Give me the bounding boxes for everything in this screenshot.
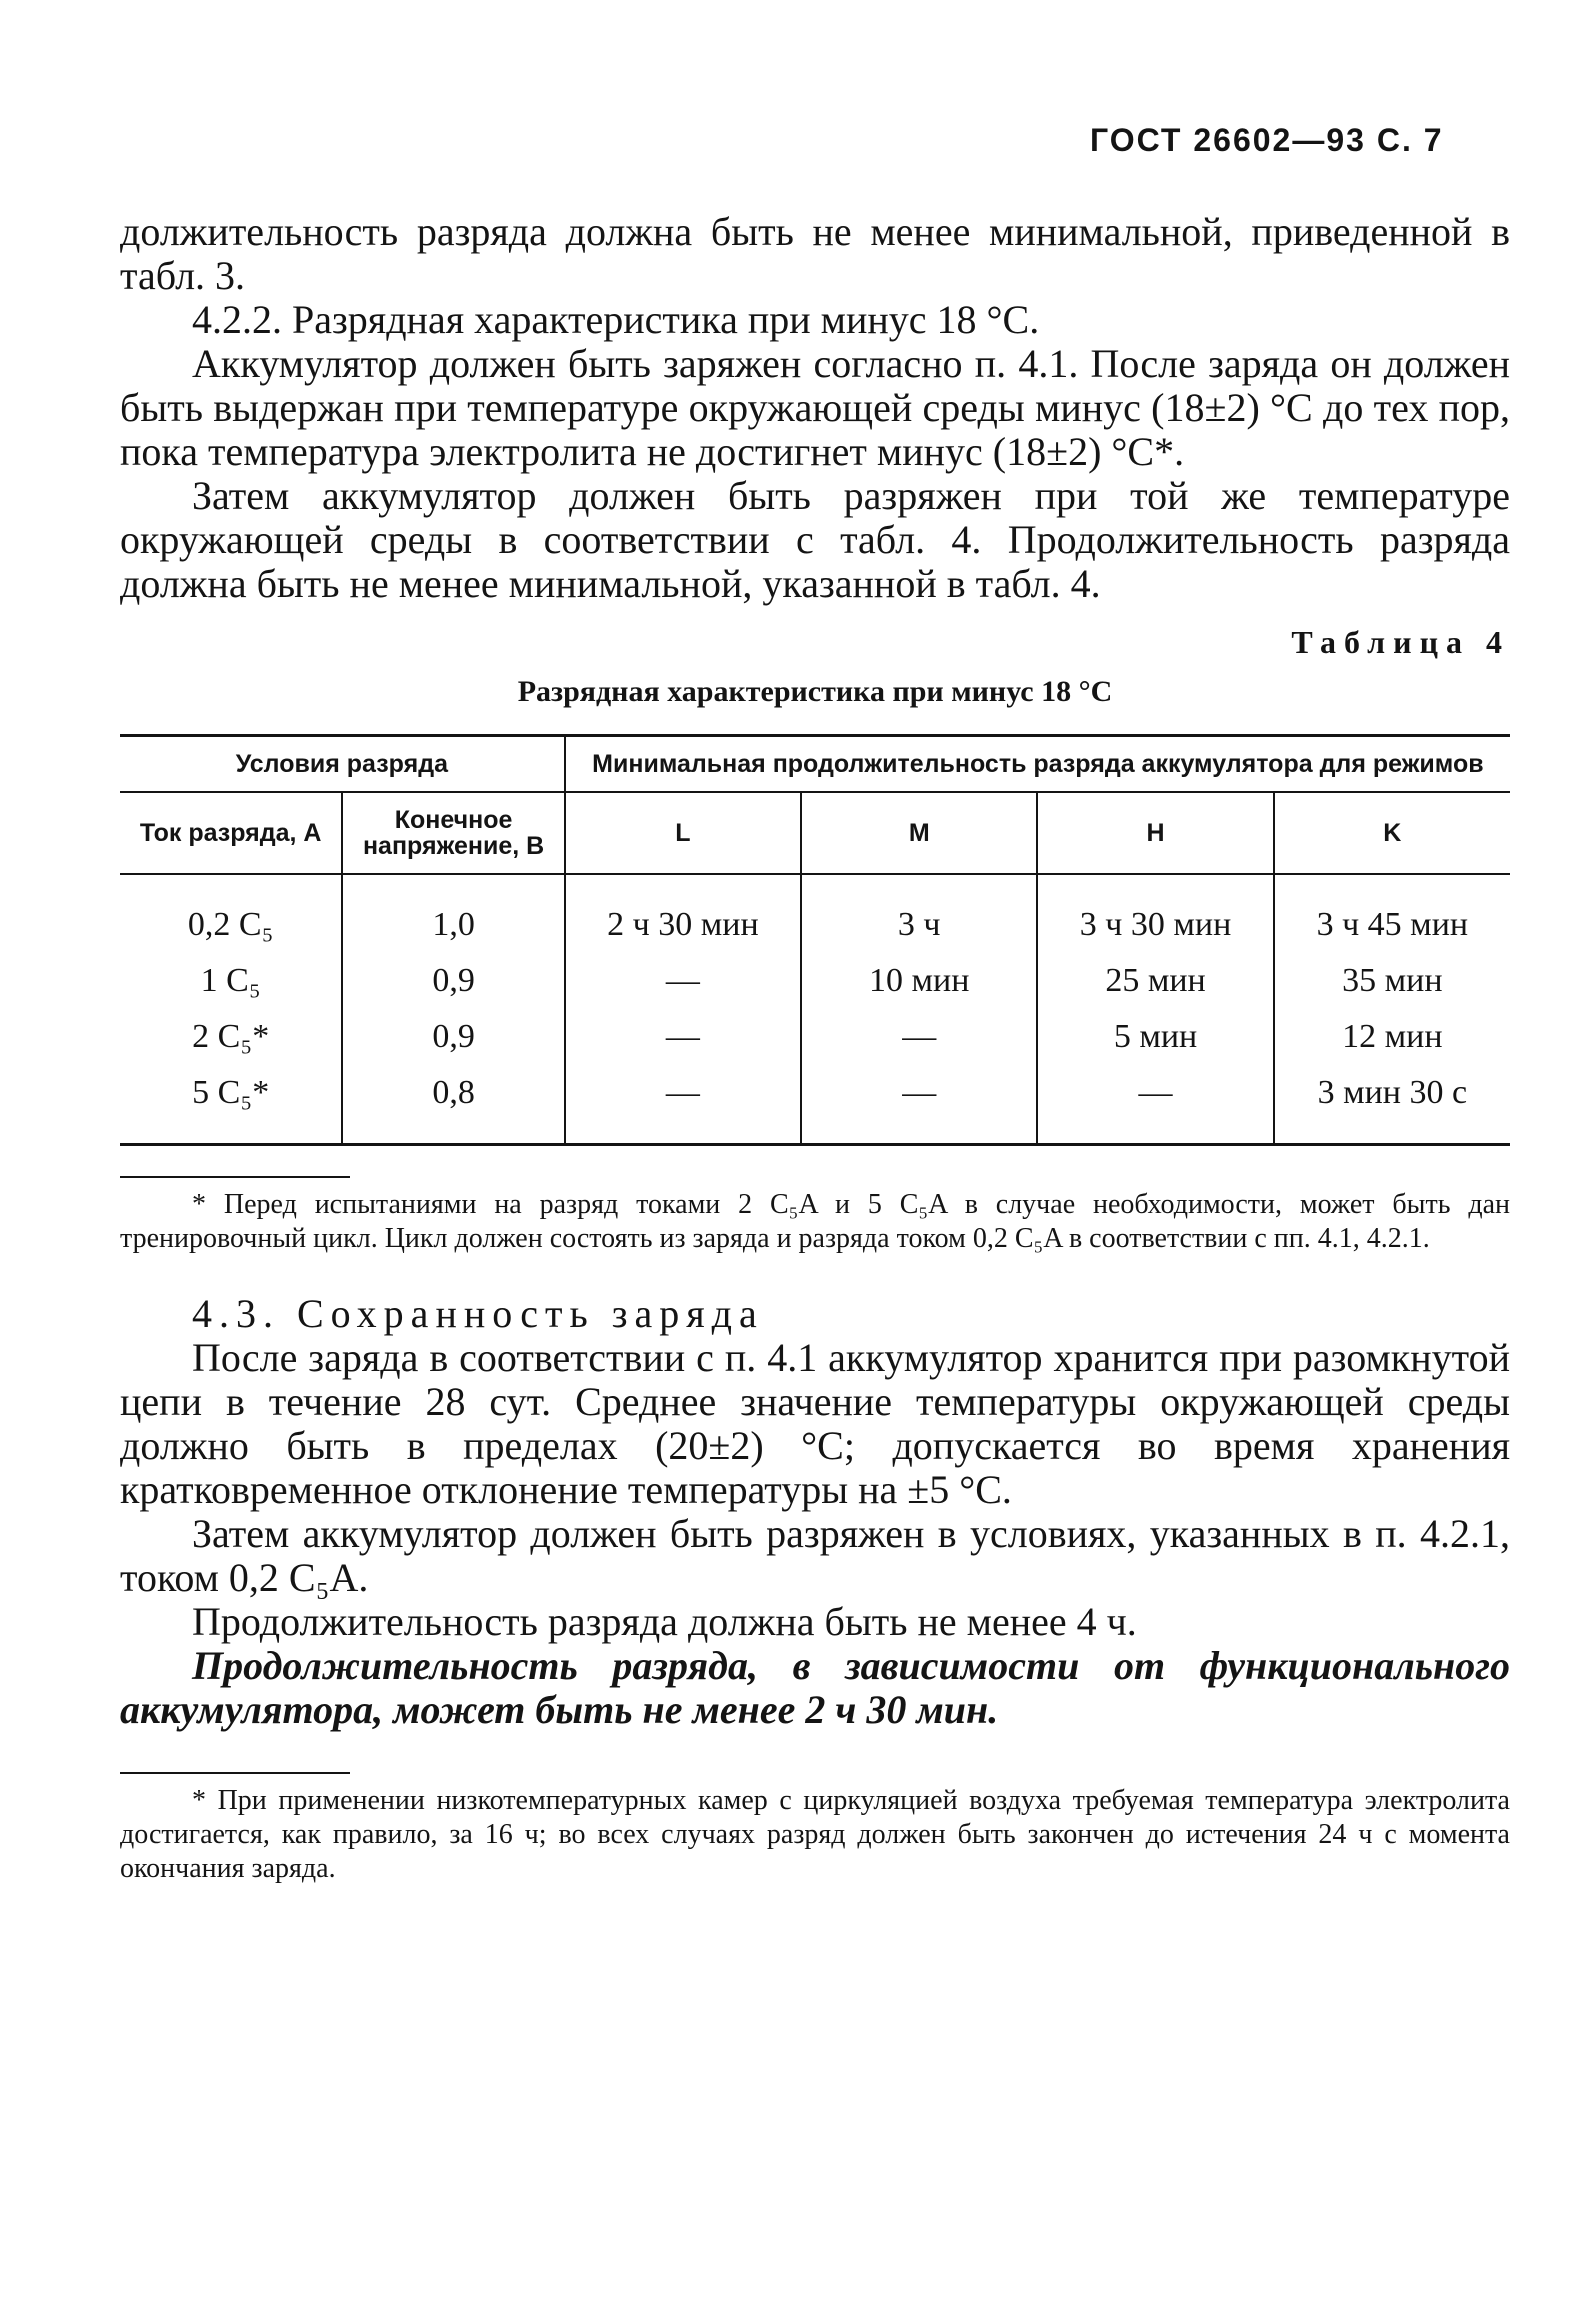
header-voltage: Конечное напряжение, В <box>342 792 564 874</box>
cell-mode-m: — <box>801 1009 1037 1065</box>
cell-mode-l: — <box>565 1009 801 1065</box>
cell-mode-k: 3 ч 45 мин <box>1274 874 1510 953</box>
cell-voltage: 0,9 <box>342 1009 564 1065</box>
cell-mode-m: 3 ч <box>801 874 1037 953</box>
discharge-table <box>120 734 1510 1146</box>
cell-mode-k: 35 мин <box>1274 953 1510 1009</box>
cell-current: 2 C₅* <box>192 1018 270 1055</box>
header-mode-l: L <box>565 792 801 874</box>
cell-mode-l: 2 ч 30 мин <box>565 874 801 953</box>
cell-mode-k: 3 мин 30 с <box>1274 1065 1510 1145</box>
section-4-3-paragraph-2: Затем аккумулятор должен быть разряжен в условиях, указанных в п. 4.2.1, током 0,2 C₅A. <box>120 1511 1510 1600</box>
cell-mode-h: 25 мин <box>1037 953 1273 1009</box>
cell-voltage: 0,8 <box>342 1065 564 1145</box>
table-row <box>120 953 1510 1009</box>
cell-mode-h: — <box>1037 1065 1273 1145</box>
table-row <box>120 1009 1510 1065</box>
cell-mode-m: — <box>801 1065 1037 1145</box>
page-body <box>120 210 1510 1886</box>
intro-paragraph: должительность разряда должна быть не менее минимальной, приведенной в табл. 3. <box>120 209 1510 298</box>
cell-mode-m: 10 мин <box>801 953 1037 1009</box>
cell-mode-l: — <box>565 1065 801 1145</box>
cell-voltage: 0,9 <box>342 953 564 1009</box>
table-label: Таблица 4 <box>1291 624 1510 660</box>
section-4-2-2-paragraph-1: Аккумулятор должен быть заряжен согласно п. 4.1. После заряда он должен быть выдержан при температуре окружающей среды минус (18±2) °С до тех пор, пока температура электролита не достигнет минус (18±2) °С*. <box>120 341 1510 474</box>
bottom-footnote: * При применении низкотемпературных камер с циркуляцией воздуха требуемая температура электролита достигается, как правило, за 16 ч; во всех случаях разряд должен быть закончен до истечения 24 ч с момента окончания заряда. <box>120 1785 1510 1884</box>
header-mode-h: H <box>1037 792 1273 874</box>
section-4-2-2-paragraph-2: Затем аккумулятор должен быть разряжен при той же температуре окружающей среды в соответствии с табл. 4. Продолжительность разряда должна быть не менее минимальной, указанной в табл. 4. <box>120 473 1510 606</box>
cell-voltage: 1,0 <box>342 874 564 953</box>
header-conditions: Условия разряда <box>120 736 565 793</box>
page-header: ГОСТ 26602—93 С. 7 <box>1090 122 1444 158</box>
section-4-3-paragraph-1: После заряда в соответствии с п. 4.1 аккумулятор хранится при разомкнутой цепи в течение 28 сут. Среднее значение температуры окружающей среды должно быть в пределах (20±2) °С; допускается во время хранения кратковременное отклонение температуры на ±5 °С. <box>120 1335 1510 1512</box>
header-mode-k: K <box>1274 792 1510 874</box>
section-4-2-2-title: 4.2.2. Разрядная характеристика при минус 18 °С. <box>192 297 1040 342</box>
table-row <box>120 1065 1510 1145</box>
table-footnote: * Перед испытаниями на разряд токами 2 C₅A и 5 C₅A в случае необходимости, может быть дан тренировочный цикл. Цикл должен состоять из заряда и разряда током 0,2 C₅A в соответствии с пп. 4.1, 4.2.1. <box>120 1189 1510 1254</box>
cell-current: 5 C₅* <box>192 1074 270 1111</box>
cell-current: 0,2 C₅ <box>187 906 274 943</box>
cell-mode-k: 12 мин <box>1274 1009 1510 1065</box>
bottom-footnote-divider <box>120 1772 350 1774</box>
cell-current: 1 C₅ <box>200 962 261 999</box>
cell-mode-l: — <box>565 953 801 1009</box>
header-min-duration: Минимальная продолжительность разряда аккумулятора для режимов <box>565 736 1510 793</box>
section-4-3-title: 4.3. Сохранность заряда <box>192 1291 764 1336</box>
section-4-3-italic-note: Продолжительность разряда, в зависимости от функционального аккумулятора, может быть не менее 2 ч 30 мин. <box>120 1643 1510 1732</box>
table-row <box>120 874 1510 953</box>
table-title: Разрядная характеристика при минус 18 °С <box>517 675 1113 708</box>
cell-mode-h: 5 мин <box>1037 1009 1273 1065</box>
header-current: Ток разряда, А <box>120 792 342 874</box>
cell-mode-h: 3 ч 30 мин <box>1037 874 1273 953</box>
footnote-divider <box>120 1176 350 1178</box>
section-4-3-paragraph-3: Продолжительность разряда должна быть не менее 4 ч. <box>192 1599 1137 1644</box>
header-mode-m: M <box>801 792 1037 874</box>
